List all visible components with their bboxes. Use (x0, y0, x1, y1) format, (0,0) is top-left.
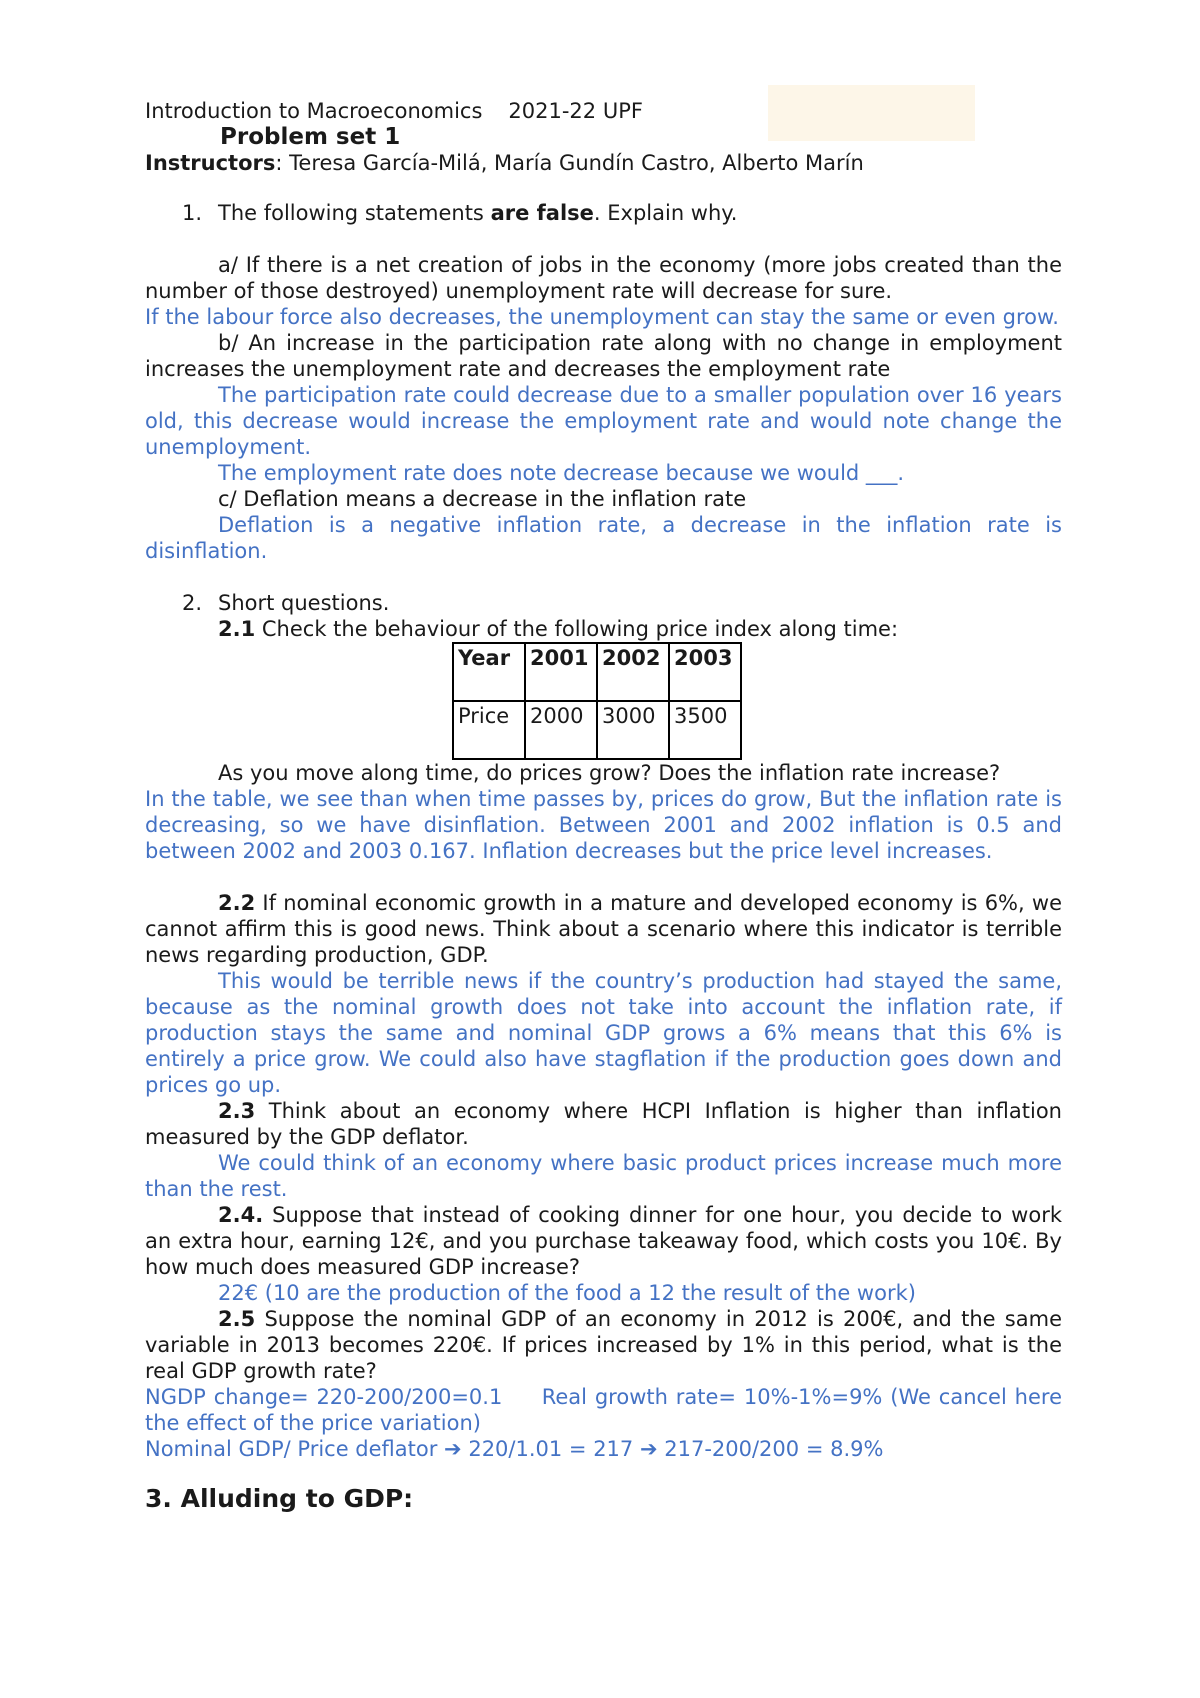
table-row (453, 643, 741, 701)
table-cell: 3500 (669, 701, 741, 759)
q2-3-question: 2.3 Think about an economy where HCPI Inflation is higher than inflation measured by the GDP deflator. (145, 1099, 1062, 1149)
q1a-answer: If the labour force also decreases, the unemployment can stay the same or even grow. (145, 305, 1059, 329)
problem-set-title: Problem set 1 (220, 124, 401, 150)
q2-3-answer: We could think of an economy where basic product prices increase much more than the rest. (145, 1151, 1062, 1201)
instructors-line (145, 150, 1062, 176)
q2-5-answer-1: NGDP change= 220-200/200=0.1 Real growth rate= 10%-1%=9% (We cancel here the effect of the price variation) (145, 1385, 1069, 1435)
question-2 (145, 590, 1062, 616)
q2-5-answer-2: Nominal GDP/ Price deflator ➔ 220/1.01 = 217 ➔ 217-200/200 = 8.9% (145, 1437, 884, 1461)
instructors-label: Instructors (145, 151, 276, 175)
q1b-question: b/ An increase in the participation rate along with no change in employment increases the unemployment rate and decreases the employment rate (145, 331, 1062, 381)
q2-5-question: 2.5 Suppose the nominal GDP of an economy in 2012 is 200€, and the same variable in 2013 becomes 220€. If prices increased by 1% in this period, what is the real GDP growth rate? (145, 1307, 1062, 1383)
table-cell: 2000 (525, 701, 597, 759)
q2-1-question: 2.1 Check the behaviour of the following price index along time: (218, 617, 899, 641)
q1c-answer: Deflation is a negative inflation rate, a decrease in the inflation rate is disinflation. (145, 513, 1062, 563)
q2-1-answer: In the table, we see than when time passes by, prices do grow, But the inflation rate is decreasing, so we have disinflation. Between 2001 and 2002 inflation is 0.5 and between 2002 and 2003 0.167. Inflation decreases but the price level increases. (145, 787, 1062, 863)
table-cell: 2002 (597, 643, 669, 701)
table-cell: Price (453, 701, 525, 759)
arrow-right-icon: ➔ (444, 1437, 462, 1461)
q1b-answer-2: The employment rate does note decrease because we would ___. (218, 461, 905, 485)
q2-4-answer: 22€ (10 are the production of the food a 12 the result of the work) (218, 1281, 916, 1305)
instructors-names: : Teresa García-Milá, María Gundín Castro, Alberto Marín (275, 151, 864, 175)
course-title: Introduction to Macroeconomics (145, 99, 483, 123)
q1c-question: c/ Deflation means a decrease in the inflation rate (218, 487, 747, 511)
table-cell: Year (453, 643, 525, 701)
table-cell: 2003 (669, 643, 741, 701)
q2-2-answer: This would be terrible news if the country’s production had stayed the same, because as the nominal growth does not take into account the inflation rate, if production stays the same and nominal GDP grows a 6% means that this 6% is entirely a price grow. We could also have stagflation if the production goes down and prices go up. (145, 969, 1062, 1097)
course-line (145, 98, 1062, 124)
price-index-table (452, 642, 742, 760)
document-body (145, 98, 1069, 1513)
q1a-question: a/ If there is a net creation of jobs in the economy (more jobs created than the number of those destroyed) unemployment rate will decrease for sure. (145, 253, 1062, 303)
course-year: 2021-22 UPF (508, 99, 643, 123)
table-cell: 2001 (525, 643, 597, 701)
q1b-answer-1: The participation rate could decrease due to a smaller population over 16 years old, this decrease would increase the employment rate and would note change the unemployment. (145, 383, 1062, 459)
q2-number: 2. (182, 591, 203, 615)
q2-1-followup: As you move along time, do prices grow? Does the inflation rate increase? (218, 761, 1001, 785)
table-cell: 3000 (597, 701, 669, 759)
q2-intro: Short questions. (218, 591, 390, 615)
q1-intro: The following statements are false. Explain why. (218, 201, 738, 225)
q2-4-question: 2.4. Suppose that instead of cooking dinner for one hour, you decide to work an extra hour, earning 12€, and you purchase takeaway food, which costs you 10€. By how much does measured GDP increase? (145, 1203, 1062, 1279)
question-1 (145, 200, 1062, 226)
question-3-heading: 3. Alluding to GDP: (145, 1484, 414, 1513)
q1-number: 1. (182, 201, 203, 225)
table-row (453, 701, 741, 759)
arrow-right-icon: ➔ (639, 1437, 658, 1461)
q2-2-question: 2.2 If nominal economic growth in a mature and developed economy is 6%, we cannot affirm this is good news. Think about a scenario where this indicator is terrible news regarding production, GDP. (145, 891, 1062, 967)
